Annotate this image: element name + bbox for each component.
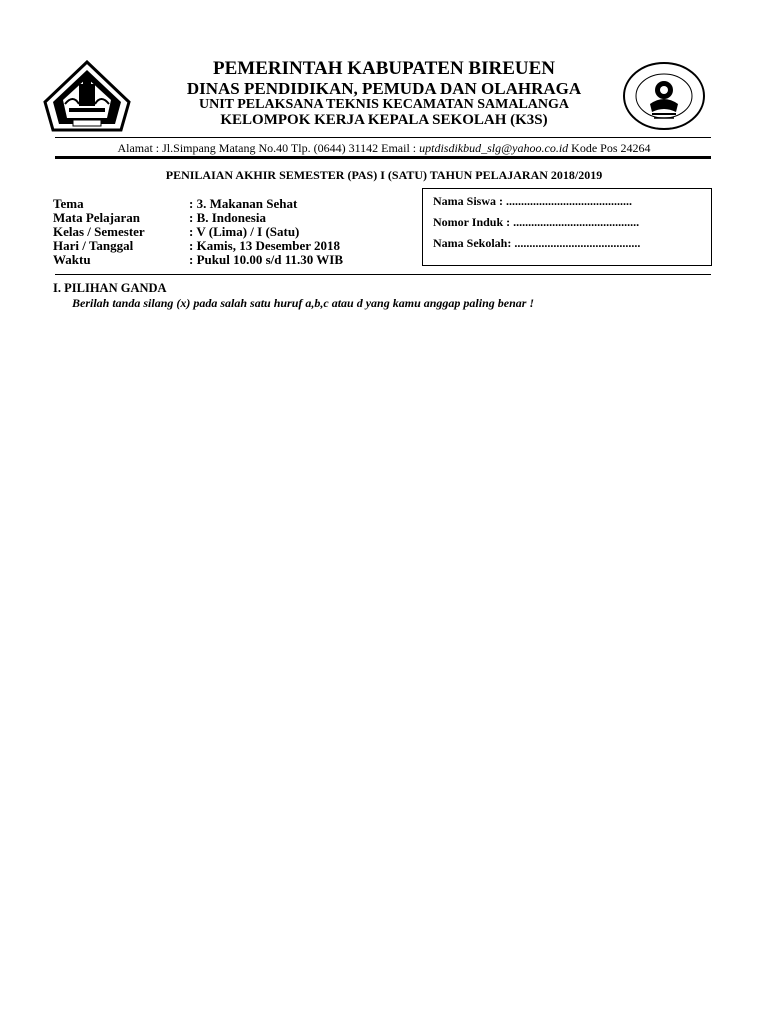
- header-rule-top: [55, 137, 711, 138]
- student-identity-box: [422, 188, 712, 266]
- letterhead-line3: UNIT PELAKSANA TEKNIS KECAMATAN SAMALANGA: [198, 97, 569, 112]
- exam-title: PENILAIAN AKHIR SEMESTER (PAS) I (SATU) TAHUN PELAJARAN 2018/2019: [165, 168, 603, 182]
- address-suffix: Kode Pos 24264: [571, 141, 651, 155]
- letterhead-line4: KELOMPOK KERJA KEPALA SEKOLAH (K3S): [220, 112, 548, 128]
- info-label: Tema: [53, 196, 84, 211]
- school-name-field[interactable]: Nama Sekolah: ..........................................: [433, 236, 641, 250]
- letterhead-line1: PEMERINTAH KABUPATEN BIREUEN: [212, 58, 556, 79]
- address-prefix: Alamat : Jl.Simpang Matang No.40 Tlp. (0644) 31142 Email :: [117, 141, 417, 155]
- info-label: Waktu: [53, 252, 91, 267]
- address-line: [0, 141, 768, 156]
- section-rule: [55, 274, 711, 275]
- section-heading: I. PILIHAN GANDA: [53, 281, 167, 295]
- letterhead-line2: DINAS PENDIDIKAN, PEMUDA DAN OLAHRAGA: [186, 79, 582, 98]
- info-label: Mata Pelajaran: [53, 210, 141, 225]
- info-label: Hari / Tanggal: [53, 238, 134, 253]
- address-email: uptdisdikbud_slg@yahoo.co.id: [419, 141, 569, 155]
- student-number-field[interactable]: Nomor Induk : ..........................................: [433, 215, 640, 229]
- student-name-field[interactable]: Nama Siswa : ..........................................: [433, 194, 633, 208]
- info-value: : 3. Makanan Sehat: [189, 196, 298, 211]
- info-value: : V (Lima) / I (Satu): [189, 224, 300, 239]
- section-instruction: Berilah tanda silang (x) pada salah satu huruf a,b,c atau d yang kamu anggap paling benar !: [72, 296, 535, 310]
- info-value: : Pukul 10.00 s/d 11.30 WIB: [189, 252, 344, 267]
- header-rule-double: [55, 156, 711, 159]
- info-label: Kelas / Semester: [53, 224, 145, 239]
- info-value: : B. Indonesia: [189, 210, 266, 225]
- info-value: : Kamis, 13 Desember 2018: [189, 238, 341, 253]
